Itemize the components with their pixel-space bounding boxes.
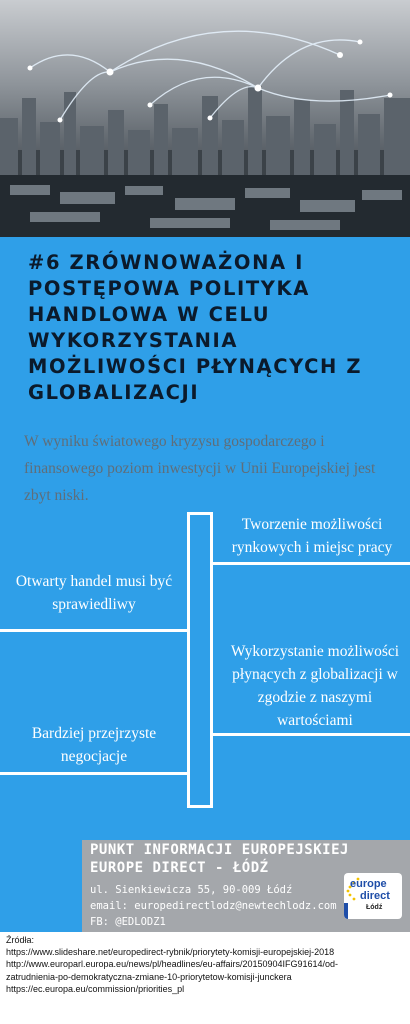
point-fair-trade: Otwarty handel musi być sprawiedliwy [15,573,173,613]
footer-title: PUNKT INFORMACJI EUROPEJSKIEJ EUROPE DIRECT - ŁÓDŹ [90,842,349,876]
sources-label: Źródła: [6,935,35,945]
point-globalization-values: Wykorzystanie możliwości płynących z globalizacji w zgodzie z naszymi wartościami [230,643,400,729]
logo-word-direct: direct [360,890,390,902]
logo-word-europe: europe [350,878,387,890]
source-link-1[interactable]: https://www.slideshare.net/europedirect-rybnik/priorytety-komisji-europejskiej-2018 [6,947,335,958]
sources-block [6,934,406,995]
city-network-illustration [0,0,410,237]
source-link-2-cont[interactable]: zatrudnienia-po-demokratyczna-zmiane-10-priorytetow-komisji-junckera [6,971,292,982]
hero-image [0,0,410,237]
divider-line-right-top [213,562,410,565]
intro-text: W wyniku światowego kryzysu gospodarczego i finansowego poziom inwestycji w Unii Europejskiej jest zbyt niski. [24,433,376,504]
footer-facebook[interactable]: FB: @EDLODZ1 [90,916,166,928]
central-divider [187,512,213,808]
divider-line-left-bottom [0,772,187,775]
divider-line-right-bottom [213,733,410,736]
logo-word-city: Łódź [366,904,383,911]
point-market-opportunities: Tworzenie możliwości rynkowych i miejsc pracy [231,516,393,556]
footer-email[interactable]: email: europedirectlodz@newtechlodz.com [90,900,337,912]
source-link-3[interactable]: https://ec.europa.eu/commission/priorities_pl [6,983,185,994]
footer-address: ul. Sienkiewicza 55, 90-009 Łódź [90,884,293,896]
contact-footer [82,840,410,932]
page-title: #6 ZRÓWNOWAŻONA I POSTĘPOWA POLITYKA HANDLOWA W CELU WYKORZYSTANIA MOŻLIWOŚCI PŁYNĄCYCH Z GLOBALIZACJI [28,251,363,404]
point-transparent-negotiations: Bardziej przejrzyste negocjacje [31,725,157,765]
divider-line-left-top [0,629,187,632]
europe-direct-logo [344,873,402,919]
source-link-2[interactable]: http://www.europarl.europa.eu/news/pl/headlines/eu-affairs/20150904IFG91614/od- [6,959,339,970]
